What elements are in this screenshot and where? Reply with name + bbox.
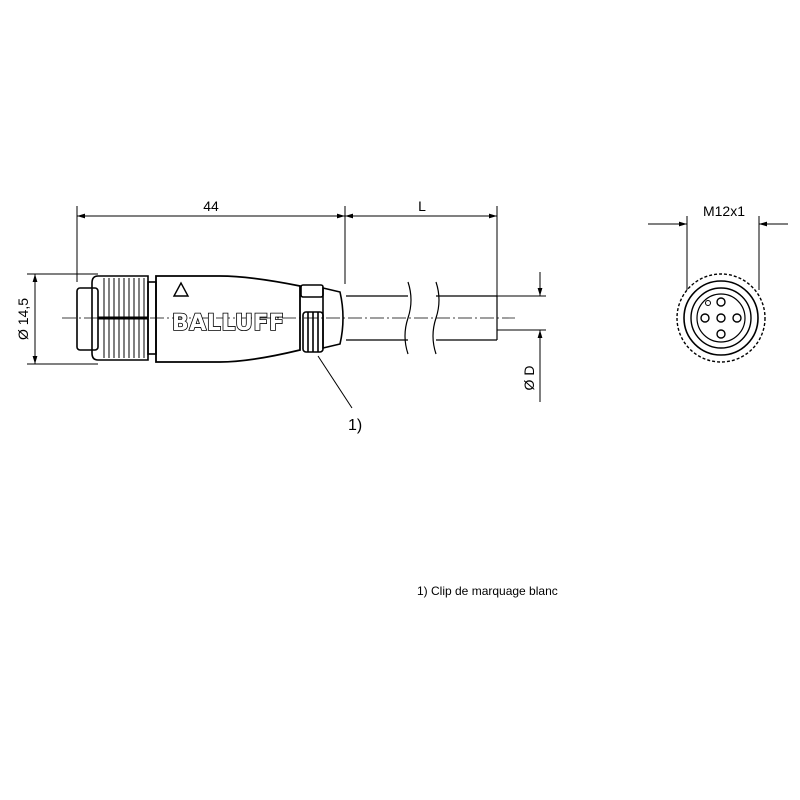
pin-1 <box>717 298 725 306</box>
pin-3 <box>717 330 725 338</box>
dimension-44-label: 44 <box>203 198 219 214</box>
dimension-thread-label: M12x1 <box>702 203 746 219</box>
dimension-L-label: L <box>418 198 426 214</box>
pin-4 <box>733 314 741 322</box>
triangle-marking-icon <box>174 283 188 296</box>
brand-logo: BALLUFF <box>172 311 285 336</box>
callout-leader <box>318 356 352 408</box>
dimension-thread <box>648 216 788 290</box>
dimension-diameter-body-label: Ø 14,5 <box>15 297 31 341</box>
knurled-ring <box>677 274 765 362</box>
callout-label: 1) <box>348 417 363 434</box>
coding-key <box>706 301 711 306</box>
dimension-diameter-cable-label: Ø D <box>521 365 537 391</box>
marking-clip <box>301 285 323 352</box>
footnote: 1) Clip de marquage blanc <box>417 584 558 598</box>
dimension-L <box>345 206 497 296</box>
pin-2 <box>701 314 709 322</box>
pin-5 <box>717 314 725 322</box>
dimension-44 <box>77 206 345 284</box>
front-view <box>677 274 765 362</box>
